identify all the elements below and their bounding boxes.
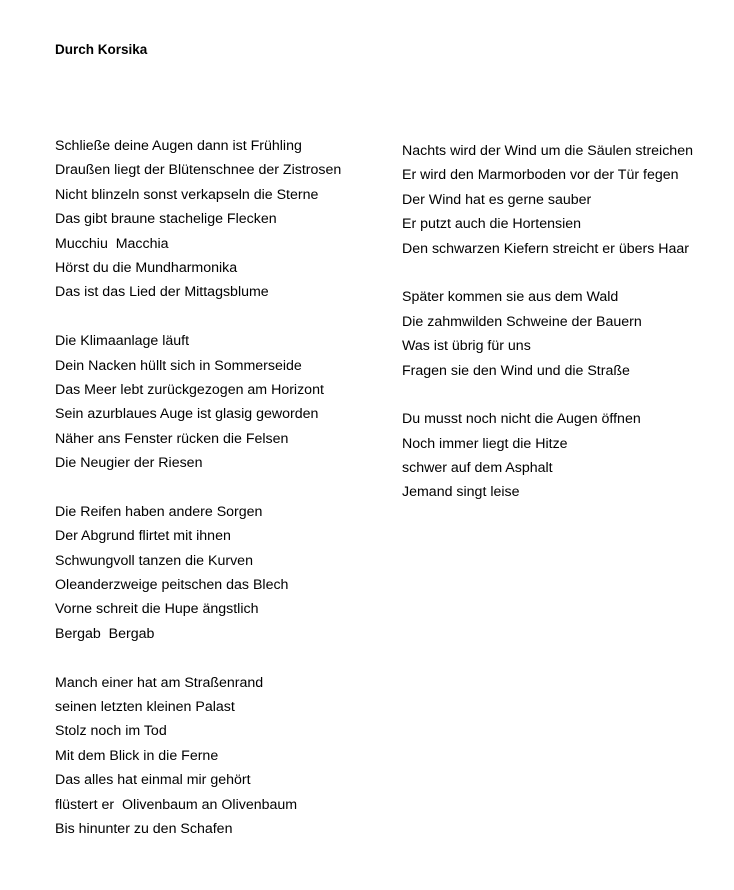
poem-line: Der Abgrund flirtet mit ihnen xyxy=(55,528,231,545)
poem-line: Später kommen sie aus dem Wald xyxy=(402,289,619,306)
poem-line: Bis hinunter zu den Schafen xyxy=(55,820,233,837)
stanza xyxy=(55,500,375,646)
poem-line: Mucchiu Macchia xyxy=(55,235,169,252)
poem-line: Das gibt braune stachelige Flecken xyxy=(55,211,277,228)
poem-line: Nachts wird der Wind um die Säulen streichen xyxy=(402,143,693,159)
poem-line: Nicht blinzeln sonst verkapseln die Sterne xyxy=(55,186,319,203)
poem-line: Schließe deine Augen dann ist Frühling xyxy=(55,138,302,154)
poem-line: Bergab Bergab xyxy=(55,625,155,642)
poem-line: Den schwarzen Kiefern streicht er übers Haar xyxy=(402,240,690,257)
poem-line: Das ist das Lied der Mittagsblume xyxy=(55,284,269,301)
poem-line: Hörst du die Mundharmonika xyxy=(55,259,238,276)
poem-line: schwer auf dem Asphalt xyxy=(402,460,553,477)
poem-line: Manch einer hat am Straßenrand xyxy=(55,674,264,691)
poem-line: Die Neugier der Riesen xyxy=(55,455,203,472)
stanza xyxy=(402,285,722,383)
poem-line: Die Reifen haben andere Sorgen xyxy=(55,503,263,520)
left-column xyxy=(55,134,375,866)
stanza xyxy=(55,134,375,305)
poem-line: Du musst noch nicht die Augen öffnen xyxy=(402,411,641,428)
poem-line: flüstert er Olivenbaum an Olivenbaum xyxy=(55,796,298,813)
poem-line: Der Wind hat es gerne sauber xyxy=(402,191,592,208)
right-column xyxy=(402,139,722,529)
stanza xyxy=(55,329,375,475)
poem-line: Das Meer lebt zurückgezogen am Horizont xyxy=(55,381,324,398)
poem-line: Oleanderzweige peitschen das Blech xyxy=(55,577,289,594)
poem-line: Draußen liegt der Blütenschnee der Zistrosen xyxy=(55,162,342,179)
poem-line: Sein azurblaues Auge ist glasig geworden xyxy=(55,406,319,423)
poem-line: Was ist übrig für uns xyxy=(402,338,531,355)
poem-line: Das alles hat einmal mir gehört xyxy=(55,772,251,789)
stanza xyxy=(55,671,375,842)
poem-line: Er wird den Marmorboden vor der Tür fegen xyxy=(402,167,679,184)
poem-line: Jemand singt leise xyxy=(402,484,520,501)
poem-line: Mit dem Blick in die Ferne xyxy=(55,747,219,764)
poem-line: Fragen sie den Wind und die Straße xyxy=(402,362,630,379)
poem-title: Durch Korsika xyxy=(55,42,148,57)
stanza xyxy=(402,139,722,261)
poem-line: Die zahmwilden Schweine der Bauern xyxy=(402,313,642,330)
poem-line: Die Klimaanlage läuft xyxy=(55,333,190,350)
poem-line: Noch immer liegt die Hitze xyxy=(402,435,568,452)
poem-line: Näher ans Fenster rücken die Felsen xyxy=(55,430,289,447)
stanza xyxy=(402,407,722,505)
poem-line: Stolz noch im Tod xyxy=(55,723,167,740)
poem-line: Vorne schreit die Hupe ängstlich xyxy=(55,601,259,618)
poem-line: Dein Nacken hüllt sich in Sommerseide xyxy=(55,357,302,374)
poem-line: seinen letzten kleinen Palast xyxy=(55,698,235,715)
poem-line: Er putzt auch die Hortensien xyxy=(402,216,582,233)
poem-line: Schwungvoll tanzen die Kurven xyxy=(55,552,253,569)
